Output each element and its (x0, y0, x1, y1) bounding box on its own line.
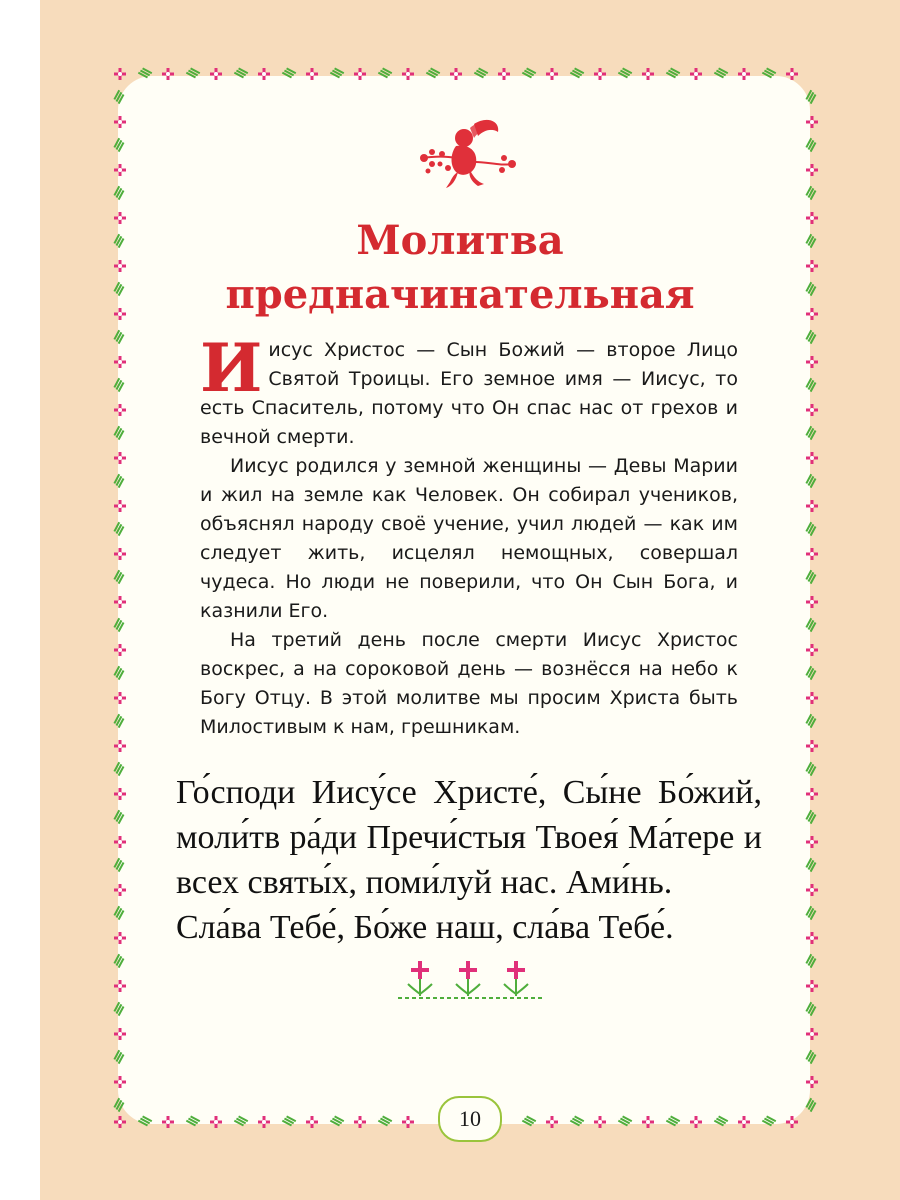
border-flower (402, 1116, 414, 1128)
border-flower (114, 308, 126, 320)
border-leaf (522, 1114, 535, 1127)
border-flower (806, 1028, 818, 1040)
border-leaf (112, 570, 125, 583)
border-flower (806, 692, 818, 704)
border-leaf (282, 66, 295, 79)
border-leaf (112, 714, 125, 727)
border-leaf (186, 66, 199, 79)
border-flower (114, 740, 126, 752)
border-leaf (112, 906, 125, 919)
border-leaf (112, 666, 125, 679)
border-flower (306, 68, 318, 80)
border-leaf (804, 714, 817, 727)
border-flower (114, 212, 126, 224)
intro-text (200, 329, 738, 742)
border-leaf (804, 474, 817, 487)
border-flower (806, 308, 818, 320)
border-flower (786, 1116, 798, 1128)
intro-paragraph-3: На третий день после смерти Иисус Христос воскрес, а на сороковой день — вознёсся на небо к Богу Отцу. В этой молитве мы просим Христа быть Милостивым к нам, грешникам. (200, 629, 738, 738)
border-flower (210, 1116, 222, 1128)
border-flower (402, 68, 414, 80)
border-flower (690, 1116, 702, 1128)
angel-with-flower-icon (412, 116, 524, 192)
border-leaf (666, 66, 679, 79)
border-flower (114, 500, 126, 512)
border-leaf (762, 1114, 775, 1127)
border-flower (114, 356, 126, 368)
border-flower (642, 1116, 654, 1128)
intro-paragraph-1 (200, 329, 738, 452)
border-flower (690, 68, 702, 80)
border-leaf (112, 186, 125, 199)
border-flower (806, 548, 818, 560)
border-flower (806, 836, 818, 848)
border-flower (450, 68, 462, 80)
border-flower (806, 932, 818, 944)
border-leaf (378, 1114, 391, 1127)
border-leaf (282, 1114, 295, 1127)
border-flower (210, 68, 222, 80)
ornament-flower (408, 961, 432, 996)
border-flower (806, 500, 818, 512)
border-flower (114, 1028, 126, 1040)
border-leaf (804, 1002, 817, 1015)
three-flowers-icon (396, 958, 546, 1004)
border-leaf (522, 66, 535, 79)
border-leaf (804, 330, 817, 343)
border-leaf (714, 1114, 727, 1127)
page-title (160, 214, 760, 322)
border-leaf (804, 426, 817, 439)
border-flower (738, 68, 750, 80)
border-leaf (378, 66, 391, 79)
border-flower (258, 68, 270, 80)
border-flower (806, 404, 818, 416)
border-leaf (112, 858, 125, 871)
border-leaf (234, 66, 247, 79)
border-flower (114, 452, 126, 464)
border-flower (546, 68, 558, 80)
border-flower (806, 260, 818, 272)
border-flower (162, 68, 174, 80)
title-line-1: Молитва (356, 217, 564, 264)
title-line-2: предначинательная (225, 271, 695, 318)
border-flower (806, 356, 818, 368)
border-leaf (804, 234, 817, 247)
border-leaf (234, 1114, 247, 1127)
border-leaf (666, 1114, 679, 1127)
border-leaf (714, 66, 727, 79)
border-flower (114, 932, 126, 944)
border-leaf (804, 858, 817, 871)
ornament-flower (504, 961, 528, 996)
border-flower (114, 884, 126, 896)
border-flower (258, 1116, 270, 1128)
border-flower (162, 1116, 174, 1128)
ornament-flower (456, 961, 480, 996)
border-flower (806, 596, 818, 608)
border-flower (114, 404, 126, 416)
border-leaf (804, 186, 817, 199)
border-flower (114, 692, 126, 704)
border-flower (806, 212, 818, 224)
border-leaf (112, 522, 125, 535)
border-flower (594, 68, 606, 80)
border-leaf (112, 90, 125, 103)
page-number: 10 (438, 1096, 502, 1142)
border-leaf (618, 66, 631, 79)
border-flower (786, 68, 798, 80)
border-flower (806, 116, 818, 128)
border-flower (114, 1116, 126, 1128)
border-flower (114, 164, 126, 176)
border-leaf (138, 1114, 151, 1127)
border-leaf (804, 618, 817, 631)
border-flower (738, 1116, 750, 1128)
border-flower (114, 644, 126, 656)
border-leaf (112, 954, 125, 967)
prayer-text (176, 770, 762, 950)
border-leaf (330, 1114, 343, 1127)
border-flower (806, 884, 818, 896)
border-leaf (112, 282, 125, 295)
border-leaf (804, 378, 817, 391)
border-leaf (112, 330, 125, 343)
border-flower (114, 548, 126, 560)
border-flower (114, 788, 126, 800)
border-flower (114, 596, 126, 608)
border-flower (114, 260, 126, 272)
border-leaf (474, 66, 487, 79)
border-leaf (112, 474, 125, 487)
border-leaf (112, 810, 125, 823)
border-flower (306, 1116, 318, 1128)
border-leaf (112, 1050, 125, 1063)
border-flower (354, 68, 366, 80)
border-leaf (804, 1050, 817, 1063)
border-flower (546, 1116, 558, 1128)
border-leaf (618, 1114, 631, 1127)
drop-cap: И (200, 329, 263, 407)
border-leaf (112, 762, 125, 775)
border-flower (806, 644, 818, 656)
border-flower (114, 116, 126, 128)
border-flower (806, 788, 818, 800)
border-leaf (804, 570, 817, 583)
border-leaf (804, 90, 817, 103)
border-leaf (112, 378, 125, 391)
border-flower (806, 1076, 818, 1088)
border-leaf (804, 138, 817, 151)
border-leaf (112, 426, 125, 439)
border-leaf (112, 1098, 125, 1111)
border-leaf (112, 138, 125, 151)
border-leaf (804, 810, 817, 823)
border-flower (806, 164, 818, 176)
border-flower (114, 980, 126, 992)
border-leaf (804, 522, 817, 535)
border-flower (114, 1076, 126, 1088)
intro-paragraph-1-text: исус Христос — Сын Божий — второе Лицо Святой Троицы. Его земное имя — Иисус, то есть Спаситель, потому что Он спас нас от грехов и вечной смерти. (200, 339, 738, 448)
border-leaf (804, 906, 817, 919)
border-leaf (426, 66, 439, 79)
border-leaf (112, 618, 125, 631)
border-leaf (330, 66, 343, 79)
border-leaf (138, 66, 151, 79)
border-leaf (804, 954, 817, 967)
border-leaf (762, 66, 775, 79)
border-flower (498, 68, 510, 80)
border-flower (806, 740, 818, 752)
border-leaf (186, 1114, 199, 1127)
border-leaf (570, 1114, 583, 1127)
border-flower (806, 980, 818, 992)
border-flower (114, 836, 126, 848)
border-leaf (804, 1098, 817, 1111)
border-flower (642, 68, 654, 80)
prayer-doxology: Сла́ва Тебе́, Бо́же наш, сла́ва Тебе́. (176, 909, 674, 946)
border-flower (114, 68, 126, 80)
prayer-main: Го́споди Иису́се Христе́, Сы́не Бо́жий, моли́тв ра́ди Пречи́стыя Твоея́ Ма́тере и всех святы́х, поми́луй нас. Ами́нь. (176, 774, 762, 901)
border-leaf (804, 762, 817, 775)
border-flower (354, 1116, 366, 1128)
border-flower (594, 1116, 606, 1128)
border-leaf (570, 66, 583, 79)
border-leaf (804, 282, 817, 295)
border-leaf (112, 1002, 125, 1015)
border-flower (806, 452, 818, 464)
border-leaf (112, 234, 125, 247)
border-leaf (804, 666, 817, 679)
intro-paragraph-2: Иисус родился у земной женщины — Девы Марии и жил на земле как Человек. Он собирал учеников, объяснял народу своё учение, учил людей — как им следует жить, исцелял немощных, совершал чудеса. Но люди не поверили, что Он Сын Бога, и казнили Его. (200, 455, 738, 622)
